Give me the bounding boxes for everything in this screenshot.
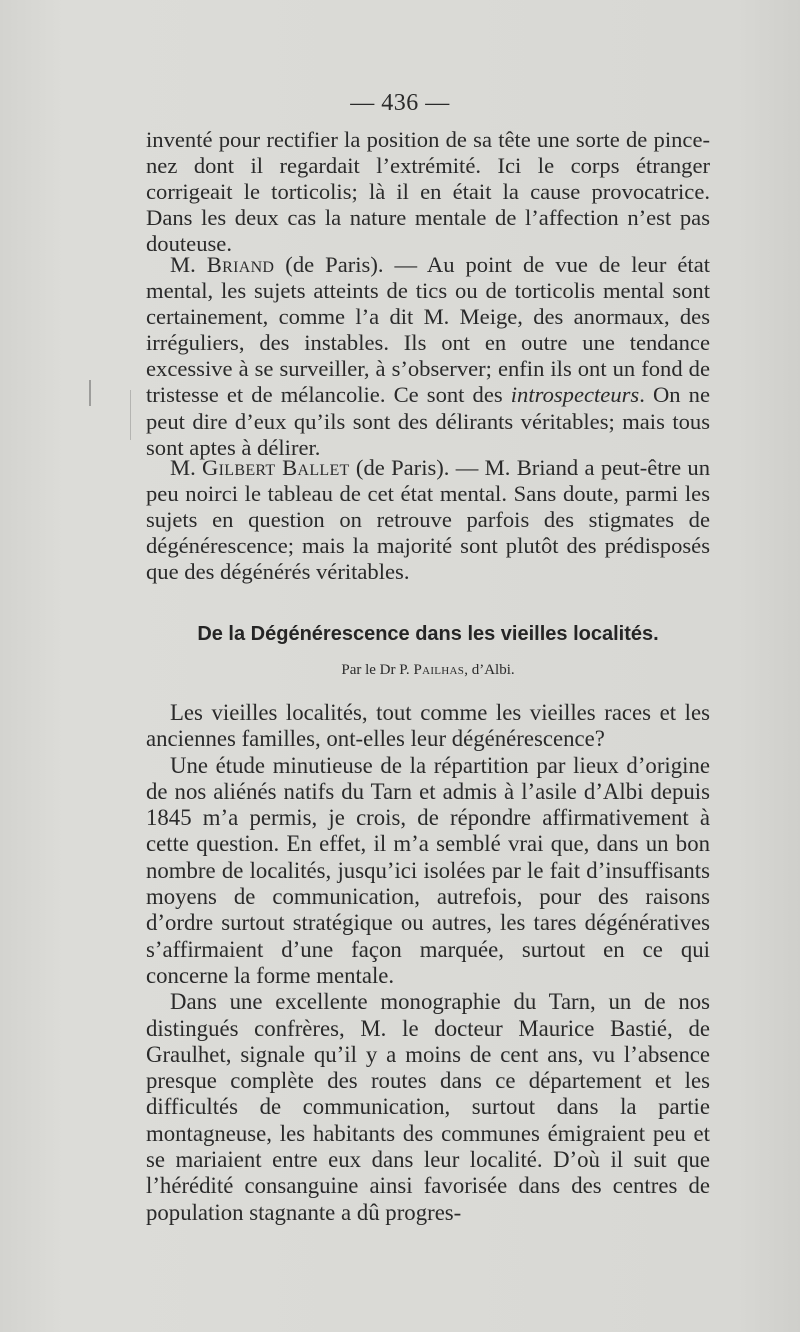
paragraph: Dans une excellente monographie du Tarn, un de nos distingués confrères, M. le docteur Maurice Bastié, de Graulhet, signale qu’il y a moins de cent ans, vu l’absence presque complète des routes dans ce département et les difficultés de communication, surtout dans la partie montagneuse, les habitants des communes émigraient peu et se mariaient entre eux dans leur localité. D’où il suit que l’hérédité consanguine ainsi favorisée dans des centres de population stagnante a dû progres- (146, 989, 710, 1225)
ballet-remark (146, 455, 710, 585)
paragraph (146, 455, 710, 585)
paragraph-text: (de Paris). — Au point de vue de leur état mental, les sujets atteints de tics ou de torticolis mental sont certainement, comme l’a dit M. Meige, des anormaux, des irréguliers, des instables. Ils ont en outre une tendance excessive à se surveiller, à s’observer; enfin ils ont un fond de tristesse et de mélancolie. Ce sont des (146, 252, 710, 408)
paragraph (146, 252, 710, 461)
speaker-prefix: M. (170, 252, 207, 277)
margin-mark (89, 380, 91, 406)
paragraph: Les vieilles localités, tout comme les vieilles races et les anciennes familles, ont-elles leur dégénérescence? (146, 700, 710, 752)
paragraph: Une étude minutieuse de la répartition par lieux d’origine de nos aliénés natifs du Tarn et admis à l’asile d’Albi depuis 1845 m’a permis, je crois, de répondre affirmativement à cette question. En effet, il m’a semblé vrai que, dans un bon nombre de localités, jusqu’ici isolées par le fait d’insuffisants moyens de communication, autrefois, pour des raisons d’ordre surtout stratégique ou autres, les tares dégénératives s’affirmaient d’une façon marquée, surtout en ce qui concerne la forme mentale. (146, 752, 710, 988)
page-number: — 436 — (350, 90, 450, 116)
byline-name: Pailhas (413, 662, 465, 678)
section-body (146, 700, 710, 1226)
italic-term: introspecteurs (510, 382, 640, 408)
section-title: De la Dégénérescence dans les vieilles localités. (197, 623, 659, 645)
section-byline (146, 660, 710, 680)
opening-paragraph-block (146, 127, 710, 257)
paragraph-text: . On ne peut dire d’eux qu’ils sont des délirants véritables; mais tous sont aptes à délirer. (146, 382, 710, 460)
speaker-name: Briand (206, 252, 275, 277)
byline-suffix: , d’Albi. (464, 662, 515, 678)
paragraph: inventé pour rectifier la position de sa tête une sorte de pince-nez dont il regardait l’extrémité. Ici le corps étranger corrigeait le torticolis; là il en était la cause provocatrice. Dans les deux cas la nature mentale de l’affection n’est pas douteuse. (146, 127, 710, 257)
paragraph-text: (de Paris). — M. Briand a peut-être un peu noirci le tableau de cet état mental. Sans doute, parmi les sujets en question on retrouve parfois des stigmates de dégénérescence; mais la majorité sont plutôt des prédisposés que des dégénérés véritables. (146, 455, 710, 585)
speaker-prefix: M. (170, 455, 203, 480)
byline-prefix: Par le Dr P. (341, 662, 414, 678)
speaker-name: Gilbert Ballet (202, 455, 350, 480)
briand-remark (146, 252, 710, 461)
margin-mark (130, 390, 131, 440)
